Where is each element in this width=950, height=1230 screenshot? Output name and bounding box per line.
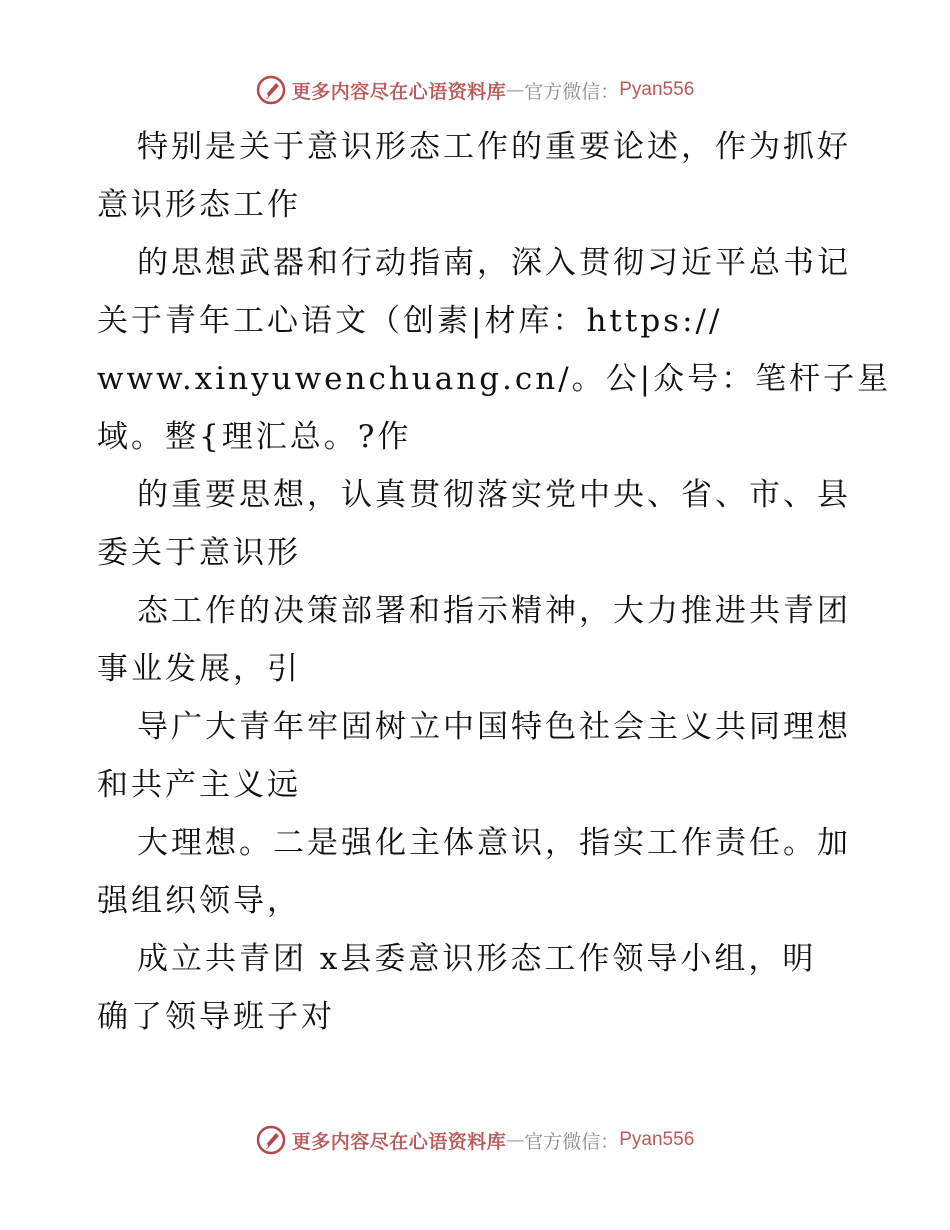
pen-logo-icon <box>256 1125 286 1155</box>
watermark-dash: — <box>506 79 525 101</box>
text-line: 事业发展，引 <box>97 651 301 687</box>
text-line: 强组织领导， <box>97 883 301 919</box>
text-line: 关于青年工心语文（创素|材库：https:// <box>97 303 723 339</box>
text-line: 特别是关于意识形态工作的重要论述，作为抓好 <box>137 129 851 165</box>
text-line: 和共产主义远 <box>97 767 301 803</box>
watermark-dash: — <box>506 1129 525 1151</box>
text-line: 导广大青年牢固树立中国特色社会主义共同理想 <box>137 709 851 745</box>
watermark-wechat-id: Pyan556 <box>619 79 695 100</box>
text-line: 大理想。二是强化主体意识，指实工作责任。加 <box>137 825 851 861</box>
watermark-wechat-label: 官方微信： <box>524 80 620 103</box>
text-line: 确了领导班子对 <box>97 999 335 1035</box>
text-line: 委关于意识形 <box>97 535 301 571</box>
watermark-wechat-label: 官方微信： <box>524 1130 620 1153</box>
text-line: 的重要思想，认真贯彻落实党中央、省、市、县 <box>137 477 851 513</box>
document-body <box>97 118 892 1046</box>
header-watermark <box>0 70 950 110</box>
text-line: 态工作的决策部署和指示精神，大力推进共青团 <box>137 593 851 629</box>
watermark-site-text: 更多内容尽在心语资料库 <box>291 1130 507 1153</box>
watermark-wechat-id: Pyan556 <box>619 1129 695 1150</box>
text-line: 成立共青团 x县委意识形态工作领导小组，明 <box>137 941 817 977</box>
text-line: 意识形态工作 <box>97 187 301 223</box>
text-line: 域。整{理汇总。?作 <box>97 419 412 455</box>
text-line: www.xinyuwenchuang.cn/。公|众号：笔杆子星 <box>97 361 892 397</box>
text-line: 的思想武器和行动指南，深入贯彻习近平总书记 <box>137 245 851 281</box>
pen-logo-icon <box>256 75 286 105</box>
footer-watermark <box>0 1120 950 1160</box>
watermark-site-text: 更多内容尽在心语资料库 <box>291 80 507 103</box>
